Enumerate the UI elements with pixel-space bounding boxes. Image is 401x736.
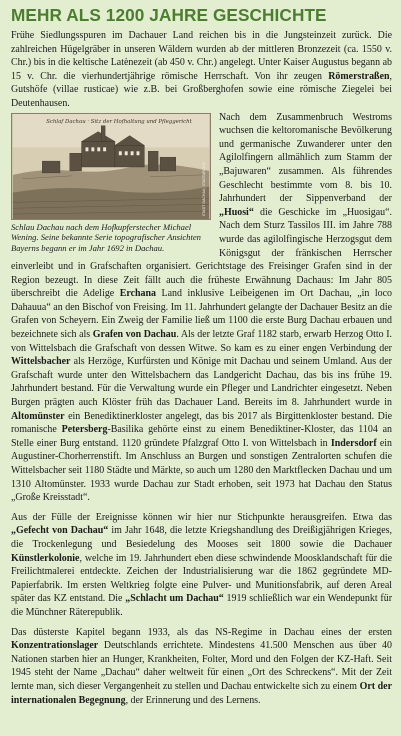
highlight-term: „Schlacht um Dachau“ bbox=[125, 593, 224, 605]
highlight-term: „Gefecht von Dachau“ bbox=[11, 525, 109, 537]
text-run: Nach dem Zusammenbruch Westroms wuchsen die keltoromanische Bevölkerung und germanische Zuwanderer unter den Agilolfingern allmählich zum Stamm der „Bajuwaren“ zusammen. Als führendes Geschlecht bestimmte vom 8. bis 10. Jahrhundert der Sippenverband der bbox=[219, 111, 392, 205]
text-run: im Jahr 1648, die letzte Kriegshandlung des Dreißigjährigen Krieges, die Trockenlegung und Besiedelung des Mooses seit 1800 sowie die Dachauer bbox=[11, 525, 393, 550]
highlight-term: Wittelsbacher bbox=[11, 356, 71, 368]
text-run: , welche im 19. Jahrhundert eben diese schwindende Moosklandschaft für die Freilichtmalerei entdeckte. Zeichen der Industrialisierung war die 1862 gegründete MD-Papierfabrik. Im ersten Weltkrieg folgte eine Pulver- und Munitionsfabrik, auf deren Areal später das KZ entstand. Die bbox=[11, 552, 392, 605]
text-run: , Gutshöfe (villae rusticae) wie z.B. bei Großberghofen sowie eine römische Ziegelei bei Deutenhausen. bbox=[11, 70, 392, 109]
text-run: , der Erinnerung und des Lernens. bbox=[125, 694, 261, 706]
text-run: ein Benediktinerkloster angelegt, das bis 2017 als Birgittenkloster bestand. Die romanische bbox=[11, 410, 392, 436]
highlight-term: „Huosi“ bbox=[219, 206, 254, 218]
highlight-term: Konzentrationslager bbox=[11, 640, 99, 652]
image-credit: STADT DACHAU, STADTARCHIV bbox=[202, 161, 207, 216]
highlight-term: Indersdorf bbox=[330, 437, 377, 449]
text-run: 1919 schließlich war ein Wendepunkt für die Münchner Räterepublik. bbox=[11, 593, 393, 618]
text-run: Land inklusive Leibeigenen im Ort Dachau, „in loco Dahauua“ an den Bischof von Freising. Im 11. Jahrhundert gelangte der Dachauer Besitz an die Grafen von Scheyern. Ein Zweig der Familie ließ um 1100 die erste Burg Dachau erbauen und bezeichnete sich als bbox=[11, 288, 392, 341]
highlight-term: Ort der internationalen Begegnung bbox=[11, 680, 392, 706]
text-run: als Herzöge, Kurfürsten und Könige mit Dachau und seinem Umland. Aus der Grafschaft wurde unter den Wittelsbachern das Landgericht Dachau, das bis ins frühe 19. Jahrhundert bestand. Für die Verwaltung wurde ein Pfleger und Landrichter eingesetzt. Neben Burgen prägten auch Klöster früh das Dachauer Land. Bereits im 8. Jahrhundert wurde in bbox=[11, 356, 392, 409]
text-run: die Geschicke im „Huosigau“. Nach dem Sturz Tassilos III. im Jahre 788 wurde das agilolfingische Herzogsgut dem Königsgut der fränkischen Herrscher einverleibt und in Grafschaften organisiert. Gerichtstage des Freisinger Grafen sind in der Region bezeugt. In diese Zeit fällt auch die früheste Erwähnung Dachaus: Im Jahr 805 überschreibt die Adelige bbox=[11, 206, 392, 300]
text-run: ein Augustiner-Chorherrenstift. Im Anschluss an Burgen und sonstigen Zentralorten schufen die Wittelsbacher seit 1180 Städte und Märkte, so auch um 1280 den Marktflecken Dachau und um 1310 Altomünster. 1933 wurde Dachau zur Stadt erhoben, seit 1973 hat Dachau den Status „Große Kreisstadt“. bbox=[11, 437, 392, 504]
paragraph-events bbox=[11, 511, 392, 620]
text-run: Deutschlands errichtete. Mindestens 41.500 Menschen aus über 40 Nationen starben hier an Hunger, Krankheiten, Folter, Mord und den Folgen der KZ-Haft. Seit 1945 steht der Name „Dachau“ daher weltweit für einen „Ort des Schreckens“. Mit der Zeit lernte man, sich dieser Vergangenheit zu stellen und Dachau entwickelte sich zu einem bbox=[11, 640, 392, 692]
highlight-term: Grafen von Dachau bbox=[92, 329, 177, 341]
highlight-term: Altomünster bbox=[11, 410, 65, 422]
text-run: -Basilika gehörte einst zu einem Benediktiner-Kloster, das 1104 an Stelle einer Burg entstand. 1120 gründete Pfalzgraf Otto I. von Wittelsbach in bbox=[11, 424, 393, 449]
text-run: . Als der letzte Graf 1182 starb, erwarb Herzog Otto I. von Wittelsbach die Grafschaft von dessen Witwe. So kam es zu einer engen Verbindung der bbox=[11, 329, 392, 354]
page-title: MEHR ALS 1200 JAHRE GESCHICHTE bbox=[11, 5, 327, 25]
paragraph-intro bbox=[11, 29, 392, 111]
engraving-image bbox=[11, 113, 211, 220]
article-body bbox=[11, 29, 392, 707]
engraving-title: Schlaf Dachau · Sitz der Hofhaltung und Pfleggericht bbox=[46, 118, 192, 125]
highlight-term: Künstlerkolonie bbox=[11, 552, 80, 564]
text-run: Frühe Siedlungsspuren im Dachauer Land reichen bis in die Jungsteinzeit zurück. Die zahlreichen Hügelgräber in unseren Wäldern wurden ab der mittleren Bronzezeit (ca. 1550 v. Chr.) bis in die keltische Latènezeit (ab 450 v. Chr.) angelegt. Unter Kaiser Augustus begann ab 15 v. Chr. die vierhundertjährige römische Herrschaft. Von ihr zeugen bbox=[11, 30, 392, 82]
text-run: Aus der Fülle der Ereignisse können wir hier nur Stichpunkte herausgreifen. Etwa das bbox=[11, 511, 392, 523]
text-run: Das düsterste Kapitel begann 1933, als das NS-Regime in Dachau eines der ersten bbox=[11, 626, 392, 638]
figure bbox=[11, 113, 211, 254]
highlight-term: Römerstraßen bbox=[328, 70, 390, 82]
highlight-term: Erchana bbox=[119, 288, 157, 300]
paragraph-nazi-era bbox=[11, 626, 392, 708]
highlight-term: Petersberg bbox=[61, 424, 108, 436]
figure-caption: Schlau Dachau nach dem Hofkupferstecher Michael Wening. Seine bekannte Serie topografischer Ansichten Bayerns begann er im Jahr 1692 in Dachau. bbox=[11, 221, 201, 254]
